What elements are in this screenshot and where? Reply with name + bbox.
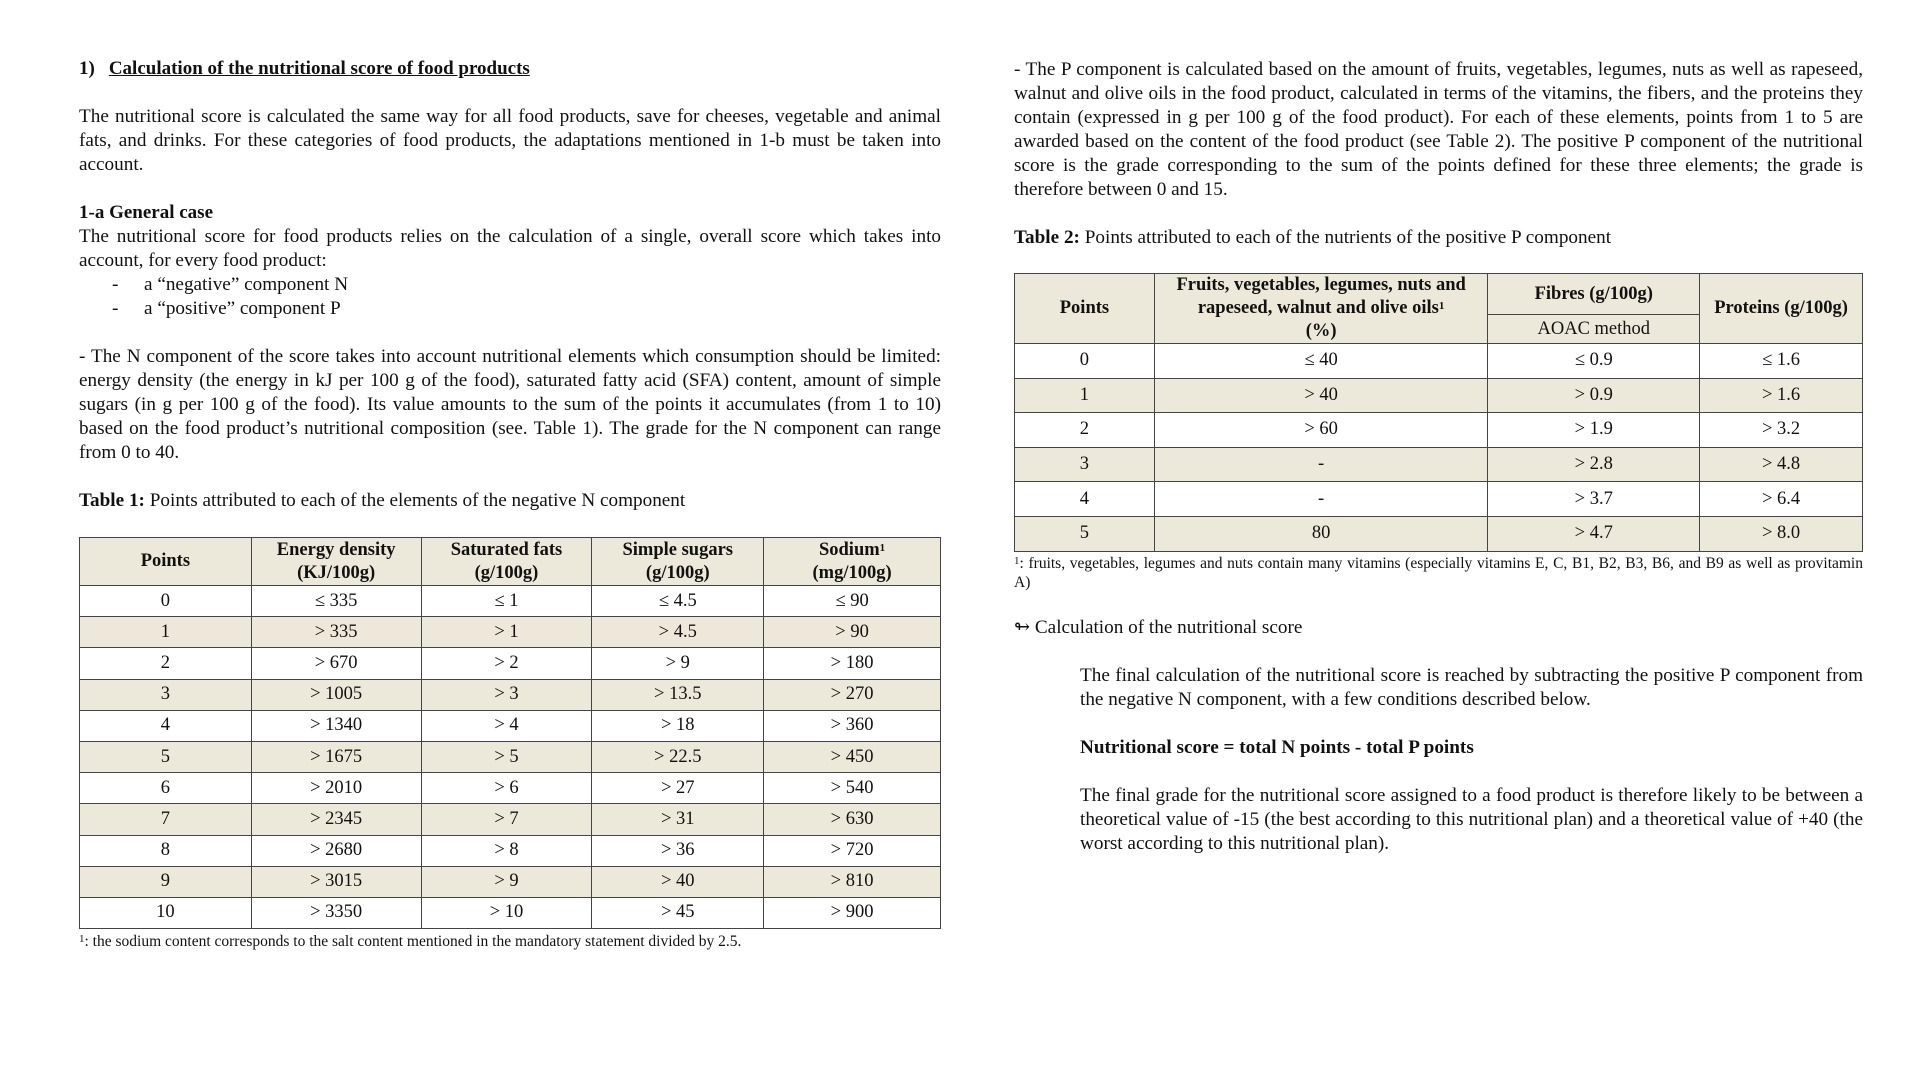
table-cell: - <box>1154 482 1488 517</box>
table1-header-points: Points <box>80 538 252 586</box>
table-row <box>1015 413 1863 448</box>
table2-header-fruits: Fruits, vegetables, legumes, nuts and rapeseed, walnut and olive oils$^1$ (%) <box>1154 274 1488 344</box>
table-cell: > 18 <box>592 710 764 741</box>
table-cell: > 40 <box>1154 378 1488 413</box>
p-component-paragraph: - The P component is calculated based on the amount of fruits, vegetables, legumes, nuts as well as rapeseed, walnut and olive oils in the food product, calculated in terms of the vitamins, the fibers, and the proteins they contain (expressed in g per 100 g of the food product). For each of these elements, points from 1 to 5 are awarded based on the content of the food product (see Table 2). The positive P component of the nutritional score is the grade corresponding to the sum of the points defined for these three elements; the grade is therefore between 0 and 15. <box>1014 59 1863 200</box>
table1-body <box>80 586 941 929</box>
section-title-text: Calculation of the nutritional score of food products <box>108 58 530 79</box>
table-cell: > 1005 <box>251 679 421 710</box>
table-cell: 9 <box>80 866 252 897</box>
table-cell: > 6.4 <box>1700 482 1863 517</box>
table-cell: > 90 <box>764 617 941 648</box>
table-cell: 8 <box>80 835 252 866</box>
table-cell: 0 <box>1015 344 1155 379</box>
table-cell: > 4.5 <box>592 617 764 648</box>
right-column <box>1014 58 1863 856</box>
table-cell: > 9 <box>421 866 592 897</box>
table-row <box>80 586 941 617</box>
table-cell: > 4.8 <box>1700 447 1863 482</box>
table-cell: 2 <box>1015 413 1155 448</box>
table-cell: > 3 <box>421 679 592 710</box>
table-cell: > 1 <box>421 617 592 648</box>
table-cell: > 8 <box>421 835 592 866</box>
table-cell: > 630 <box>764 804 941 835</box>
table-cell: ≤ 1 <box>421 586 592 617</box>
table-cell: > 1675 <box>251 741 421 772</box>
table-row <box>80 679 941 710</box>
final-paragraph: The final grade for the nutritional score assigned to a food product is therefore likely to be between a theoretical value of -15 (the best according to this nutritional plan) and a theoretical value of +40 (the worst according to this nutritional plan). <box>1080 784 1863 854</box>
table-row <box>80 897 941 928</box>
table-row <box>1015 516 1863 551</box>
table-row <box>80 710 941 741</box>
table-cell: > 900 <box>764 897 941 928</box>
table-cell: 0 <box>80 586 252 617</box>
table1-header-energy: Energy density (KJ/100g) <box>251 538 421 586</box>
table-cell: > 45 <box>592 897 764 928</box>
table-cell: 5 <box>1015 516 1155 551</box>
table-cell: > 3015 <box>251 866 421 897</box>
table-row <box>1015 447 1863 482</box>
calc-paragraph: The final calculation of the nutritional score is reached by subtracting the positive P component from the negative N component, with a few conditions described below. <box>1080 664 1863 710</box>
table-cell: > 60 <box>1154 413 1488 448</box>
table-cell: 80 <box>1154 516 1488 551</box>
table-cell: > 270 <box>764 679 941 710</box>
table2-header-aoac: AOAC method <box>1488 315 1700 344</box>
table-cell: > 2010 <box>251 773 421 804</box>
section-title <box>79 58 941 80</box>
table2-header-points: Points <box>1015 274 1155 344</box>
table-cell: > 3.7 <box>1488 482 1700 517</box>
table1-header-satfats: Saturated fats (g/100g) <box>421 538 592 586</box>
table-cell: > 2680 <box>251 835 421 866</box>
table-cell: 4 <box>80 710 252 741</box>
component-list <box>79 273 941 321</box>
table-cell: > 670 <box>251 648 421 679</box>
table-cell: > 1340 <box>251 710 421 741</box>
table2-header-fibres: Fibres (g/100g) <box>1488 274 1700 315</box>
table-cell: 10 <box>80 897 252 928</box>
table-cell: > 3.2 <box>1700 413 1863 448</box>
table-cell: 5 <box>80 741 252 772</box>
general-case-heading: 1-a General case <box>79 202 214 223</box>
table2-header-proteins: Proteins (g/100g) <box>1700 274 1863 344</box>
table-cell: > 1.6 <box>1700 378 1863 413</box>
table1-footnote: $^1$: the sodium content corresponds to the salt content mentioned in the mandatory statement divided by 2.5. <box>79 933 742 951</box>
table-cell: > 40 <box>592 866 764 897</box>
table-row <box>80 773 941 804</box>
table-row <box>80 804 941 835</box>
table-cell: ≤ 90 <box>764 586 941 617</box>
table-row <box>80 866 941 897</box>
list-item: - a “negative” component N <box>112 274 349 295</box>
formula: Nutritional score = total N points - total P points <box>1080 736 1474 758</box>
table-cell: 3 <box>1015 447 1155 482</box>
table-cell: ≤ 4.5 <box>592 586 764 617</box>
table-cell: > 10 <box>421 897 592 928</box>
table1-header-sodium: Sodium$^1$ (mg/100g) <box>764 538 941 586</box>
table2-footnote: $^1$: fruits, vegetables, legumes and nuts contain many vitamins (especially vitamins E, C, B1, B2, B3, B6, and B9 as well as provitamin A) <box>1014 554 1863 591</box>
table-cell: > 1.9 <box>1488 413 1700 448</box>
table2-body <box>1015 344 1863 552</box>
table1 <box>79 537 941 929</box>
table-cell: > 335 <box>251 617 421 648</box>
table-cell: 1 <box>1015 378 1155 413</box>
table-row <box>1015 378 1863 413</box>
table-cell: 6 <box>80 773 252 804</box>
calc-heading: ↬ Calculation of the nutritional score <box>1014 616 1303 638</box>
table-cell: ≤ 40 <box>1154 344 1488 379</box>
table-cell: > 27 <box>592 773 764 804</box>
table-cell: > 540 <box>764 773 941 804</box>
table-cell: - <box>1154 447 1488 482</box>
list-item: - a “positive” component P <box>112 298 341 319</box>
table-cell: > 13.5 <box>592 679 764 710</box>
table-cell: > 0.9 <box>1488 378 1700 413</box>
table-row <box>80 648 941 679</box>
intro-paragraph: The nutritional score is calculated the same way for all food products, save for cheeses, vegetable and animal fats, and drinks. For these categories of food products, the adaptations mentioned in 1-b must be taken into account. <box>79 106 941 175</box>
table-row <box>1015 344 1863 379</box>
table-cell: 4 <box>1015 482 1155 517</box>
table-cell: > 180 <box>764 648 941 679</box>
table-cell: > 720 <box>764 835 941 866</box>
table-cell: > 2.8 <box>1488 447 1700 482</box>
table-cell: 7 <box>80 804 252 835</box>
table-cell: > 31 <box>592 804 764 835</box>
table-cell: > 810 <box>764 866 941 897</box>
table1-caption: Table 1: Points attributed to each of the elements of the negative N component <box>79 490 686 511</box>
table-cell: > 3350 <box>251 897 421 928</box>
table2-caption: Table 2: Points attributed to each of the nutrients of the positive P component <box>1014 227 1612 248</box>
curved-arrow-icon: ↬ <box>1014 616 1031 638</box>
table-cell: ≤ 335 <box>251 586 421 617</box>
table-row <box>80 617 941 648</box>
table-row <box>80 741 941 772</box>
table2 <box>1014 273 1863 552</box>
table-cell: > 7 <box>421 804 592 835</box>
left-column <box>79 58 941 951</box>
table-cell: ≤ 1.6 <box>1700 344 1863 379</box>
table-cell: 1 <box>80 617 252 648</box>
table-cell: > 450 <box>764 741 941 772</box>
table1-header-sugars: Simple sugars (g/100g) <box>592 538 764 586</box>
table-cell: > 2345 <box>251 804 421 835</box>
table-cell: > 36 <box>592 835 764 866</box>
table-cell: > 6 <box>421 773 592 804</box>
table-row <box>1015 482 1863 517</box>
table-cell: 3 <box>80 679 252 710</box>
table-cell: > 9 <box>592 648 764 679</box>
table-cell: > 22.5 <box>592 741 764 772</box>
n-component-paragraph: - The N component of the score takes into account nutritional elements which consumption should be limited: energy density (the energy in kJ per 100 g of the food), saturated fatty acid (SFA) content, amount of simple sugars (in g per 100 g of the food). Its value amounts to the sum of the points it accumulates (from 1 to 10) based on the food product’s nutritional composition (see. Table 1). The grade for the N component can range from 0 to 40. <box>79 346 941 463</box>
table-cell: > 4.7 <box>1488 516 1700 551</box>
table-cell: > 360 <box>764 710 941 741</box>
table-row <box>80 835 941 866</box>
table-cell: > 4 <box>421 710 592 741</box>
general-case-paragraph: The nutritional score for food products relies on the calculation of a single, overall score which takes into account, for every food product: <box>79 226 941 271</box>
table-cell: 2 <box>80 648 252 679</box>
table-cell: > 5 <box>421 741 592 772</box>
table-cell: > 2 <box>421 648 592 679</box>
table-cell: ≤ 0.9 <box>1488 344 1700 379</box>
table-cell: > 8.0 <box>1700 516 1863 551</box>
section-number: 1) <box>79 58 95 79</box>
